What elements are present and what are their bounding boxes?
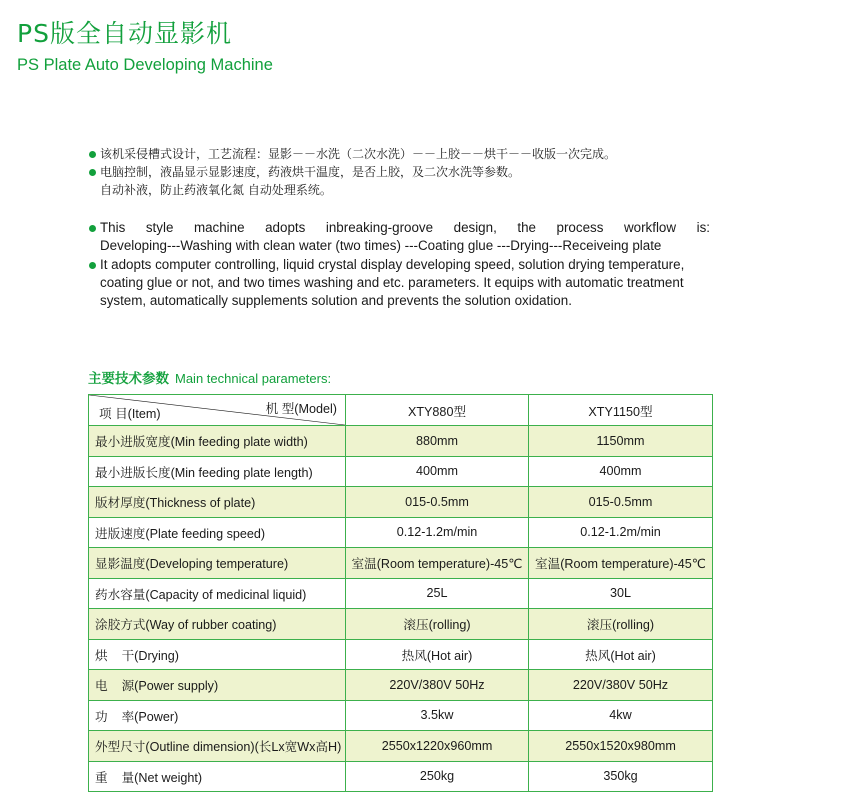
row-value-model-2: 30L (529, 578, 713, 609)
table-row (89, 731, 713, 762)
table-row (89, 487, 713, 518)
row-label: 最小进版宽度(Min feeding plate width) (89, 426, 346, 457)
row-label: 涂胶方式(Way of rubber coating) (89, 609, 346, 640)
header-model-label: 机 型(Model) (265, 402, 337, 416)
table-row (89, 700, 713, 731)
row-label: 显影温度(Developing temperature) (89, 548, 346, 579)
bullet-line: 该机采侵槽式设计，工艺流程：显影－－水洗（二次水洗）－－上胶－－烘干－－收版一次完成。 (100, 147, 617, 161)
row-value-model-2: 4kw (529, 700, 713, 731)
intro-cn (88, 145, 710, 199)
row-label: 最小进版长度(Min feeding plate length) (89, 456, 346, 487)
row-value-model-1: 25L (346, 578, 529, 609)
bullet-line: 电脑控制，液晶显示显影速度，药液烘干温度，是否上胶，及二次水洗等参数。 (100, 165, 521, 179)
row-label: 功 率(Power) (89, 700, 346, 731)
bullet-line: system, automatically supplements solution and prevents the solution oxidation. (100, 293, 572, 309)
row-value-model-1: 0.12-1.2m/min (346, 517, 529, 548)
table-row (89, 761, 713, 792)
row-value-model-2: 015-0.5mm (529, 487, 713, 518)
table-row (89, 670, 713, 701)
row-value-model-1: 滚压(rolling) (346, 609, 529, 640)
table-header-row (89, 395, 713, 426)
section-heading (88, 367, 331, 387)
intro-en (88, 219, 710, 310)
row-value-model-2: 400mm (529, 456, 713, 487)
row-value-model-2: 2550x1520x980mm (529, 731, 713, 762)
page-title-cn: PS版全自动显影机 (17, 19, 232, 48)
bullet-cn-2 (88, 163, 710, 199)
row-value-model-1: 400mm (346, 456, 529, 487)
row-label: 烘 干(Drying) (89, 639, 346, 670)
row-value-model-1: 250kg (346, 761, 529, 792)
bullet-en-2 (88, 256, 710, 311)
row-label: 版材厚度(Thickness of plate) (89, 487, 346, 518)
table-row (89, 548, 713, 579)
section-title-en: Main technical parameters: (175, 371, 332, 386)
row-value-model-2: 滚压(rolling) (529, 609, 713, 640)
table-row (89, 578, 713, 609)
table-row (89, 456, 713, 487)
row-value-model-2: 0.12-1.2m/min (529, 517, 713, 548)
row-label: 药水容量(Capacity of medicinal liquid) (89, 578, 346, 609)
header-model-1: XTY880型 (346, 395, 529, 426)
row-value-model-1: 880mm (346, 426, 529, 457)
row-value-model-1: 热风(Hot air) (346, 639, 529, 670)
row-label: 进版速度(Plate feeding speed) (89, 517, 346, 548)
bullet-line: It adopts computer controlling, liquid crystal display developing speed, solution drying temperature, (100, 256, 685, 272)
row-label: 外型尺寸(Outline dimension)(长Lx宽Wx高H) (89, 731, 346, 762)
row-value-model-1: 2550x1220x960mm (346, 731, 529, 762)
bullet-line: This style machine adopts inbreaking-groove design, the process workflow is: (100, 220, 710, 235)
section-title-cn: 主要技术参数 (88, 371, 169, 387)
table-row (89, 426, 713, 457)
row-value-model-1: 015-0.5mm (346, 487, 529, 518)
row-value-model-2: 室温(Room temperature)-45℃ (529, 548, 713, 579)
bullet-line: coating glue or not, and two times washing and etc. parameters. It equips with automatic treatment (100, 274, 684, 290)
table-row (89, 609, 713, 640)
row-label: 电 源(Power supply) (89, 670, 346, 701)
parameters-table (88, 394, 713, 792)
row-label: 重 量(Net weight) (89, 761, 346, 792)
row-value-model-1: 3.5kw (346, 700, 529, 731)
bullet-en-1 (88, 219, 710, 256)
page-title-en: PS Plate Auto Developing Machine (17, 56, 273, 74)
bullet-cn-1 (88, 145, 710, 163)
row-value-model-2: 220V/380V 50Hz (529, 670, 713, 701)
row-value-model-2: 热风(Hot air) (529, 639, 713, 670)
header-model-2: XTY1150型 (529, 395, 713, 426)
bullet-line: Developing---Washing with clean water (two times) ---Coating glue ---Drying---Receiveing plate (100, 238, 662, 254)
bullet-line: 自动补液，防止药液氧化氮 自动处理系统。 (100, 183, 332, 197)
table-row (89, 517, 713, 548)
table-row (89, 639, 713, 670)
row-value-model-1: 220V/380V 50Hz (346, 670, 529, 701)
row-value-model-2: 350kg (529, 761, 713, 792)
header-diagonal-cell (89, 395, 346, 426)
row-value-model-2: 1150mm (529, 426, 713, 457)
row-value-model-1: 室温(Room temperature)-45℃ (346, 548, 529, 579)
header-item-label: 项 目(Item) (99, 407, 161, 421)
